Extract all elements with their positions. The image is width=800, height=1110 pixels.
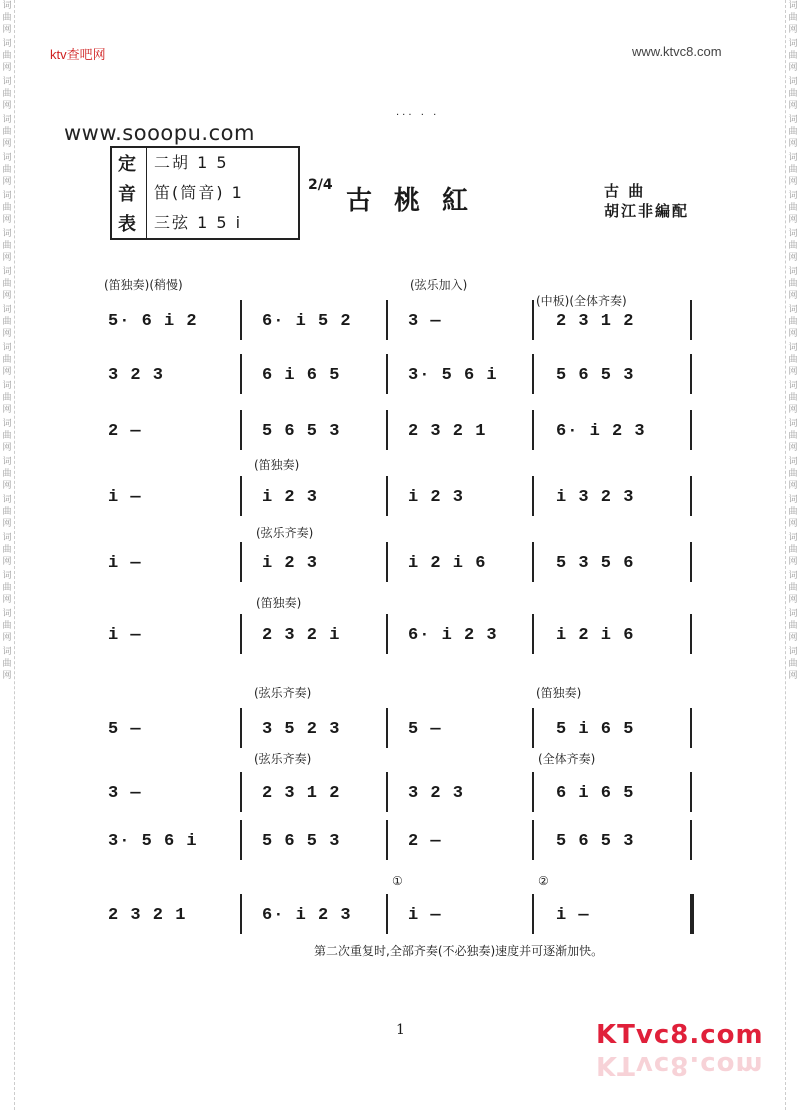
score-measure: 6· i 2 3 [556,422,646,441]
side-glyph: 词 曲 网 [2,229,12,263]
performance-marker: ① [392,874,403,888]
score-measure: 2 3 1 2 [262,784,341,803]
barline [240,772,242,812]
side-glyph: 词 曲 网 [2,381,12,415]
performance-marker: (弦乐加入) [410,278,468,292]
score-measure: 3 5 2 3 [262,720,341,739]
tuning-row [112,210,298,240]
side-glyph: 词 曲 网 [2,533,12,567]
logo-reflection: KTvc8.com [596,1050,764,1080]
tuning-row [112,150,298,180]
score-measure: i 3 2 3 [556,488,635,507]
score-measure: 5 — [108,720,142,739]
side-glyph: 词 曲 网 [2,571,12,605]
tuning-value: 二胡 1 5 [154,153,229,172]
score-measure: i — [408,906,442,925]
barline [532,542,534,582]
barline [532,772,534,812]
barline [386,300,388,340]
score-measure: 5 3 5 6 [556,554,635,573]
top-dots: ··· · · [396,110,440,121]
barline [532,410,534,450]
barline [690,820,692,860]
score-measure: 2 3 2 i [262,626,341,645]
score-measure: i 2 3 [262,554,319,573]
barline [240,820,242,860]
side-glyph: 词 曲 网 [2,191,12,225]
score-measure: i — [556,906,590,925]
score-measure: i — [108,554,142,573]
side-glyph: 词 曲 网 [2,115,12,149]
side-glyph: 词 曲 网 [788,457,798,491]
barline [532,708,534,748]
watermark-top-left[interactable]: ktv查吧网 [50,47,106,62]
barline [532,354,534,394]
right-margin-strip [785,0,800,1110]
score-measure: 2 3 2 1 [108,906,187,925]
side-glyph: 词 曲 网 [788,229,798,263]
side-glyph: 词 曲 网 [2,153,12,187]
side-glyph: 词 曲 网 [788,267,798,301]
side-glyph: 词 曲 网 [2,77,12,111]
side-glyph: 词 曲 网 [788,191,798,225]
barline [532,614,534,654]
side-glyph: 词 曲 网 [2,609,12,643]
score-measure: 6· i 2 3 [262,906,352,925]
score-measure: 5 6 5 3 [556,366,635,385]
performance-marker: (笛独奏) [254,458,300,472]
tuning-table [110,146,300,240]
score-measure: 5 6 5 3 [262,832,341,851]
side-glyph: 词 曲 网 [2,495,12,529]
side-glyph: 词 曲 网 [2,1,12,35]
barline [386,894,388,934]
barline [240,354,242,394]
side-glyph: 词 曲 网 [788,647,798,681]
side-glyph: 词 曲 网 [2,647,12,681]
barline [240,300,242,340]
score-measure: 2 3 1 2 [556,312,635,331]
barline [532,300,534,340]
barline [532,894,534,934]
performance-marker: (笛独奏)(稍慢) [104,278,183,292]
score-measure: 3 — [408,312,442,331]
side-glyph: 词 曲 网 [788,495,798,529]
barline [532,820,534,860]
barline [690,894,694,934]
tuning-label: 定 [118,154,136,175]
barline [386,542,388,582]
side-glyph: 词 曲 网 [2,305,12,339]
tuning-row [112,180,298,210]
side-glyph: 词 曲 网 [788,419,798,453]
barline [690,354,692,394]
score-measure: 3 2 3 [408,784,465,803]
side-glyph: 词 曲 网 [2,343,12,377]
barline [386,354,388,394]
score-measure: i 2 i 6 [556,626,635,645]
side-glyph: 词 曲 网 [788,153,798,187]
score-measure: 6 i 6 5 [556,784,635,803]
barline [690,300,692,340]
page-number: 1 [396,1022,405,1038]
score-measure: 2 — [408,832,442,851]
barline [386,820,388,860]
watermark-site[interactable]: www.sooopu.com [64,121,255,145]
score-measure: 5 — [408,720,442,739]
side-glyph: 词 曲 网 [788,39,798,73]
score-measure: 2 3 2 1 [408,422,487,441]
side-glyph: 词 曲 网 [788,571,798,605]
credit-line-1: 古 曲 [604,182,646,200]
side-glyph: 词 曲 网 [788,115,798,149]
score-measure: i 2 3 [262,488,319,507]
time-signature: 2/4 [308,177,333,193]
barline [386,410,388,450]
page-title: 古桃紅 [346,186,491,216]
barline [690,708,692,748]
tuning-value: 笛(筒音) 1 [154,183,244,202]
score-measure: i — [108,626,142,645]
score-measure: 5 6 5 3 [262,422,341,441]
left-margin-strip [0,0,15,1110]
score-measure: 5· 6 i 2 [108,312,198,331]
barline [240,894,242,934]
side-glyph: 词 曲 网 [2,39,12,73]
barline [240,410,242,450]
side-glyph: 词 曲 网 [788,305,798,339]
side-glyph: 词 曲 网 [788,77,798,111]
performance-marker: (中板)(全体齐奏) [536,294,627,308]
score-measure: i 2 3 [408,488,465,507]
side-glyph: 词 曲 网 [788,381,798,415]
score-measure: 3 2 3 [108,366,165,385]
performance-marker: (弦乐齐奏) [254,752,312,766]
barline [690,772,692,812]
barline [386,708,388,748]
barline [690,614,692,654]
score-measure: 3· 5 6 i [108,832,198,851]
score-measure: 3 — [108,784,142,803]
footnote: 第二次重复时,全部齐奏(不必独奏)速度并可逐渐加快。 [314,944,604,958]
score-measure: 5 6 5 3 [556,832,635,851]
performance-marker: (笛独奏) [256,596,302,610]
score-measure: 6· i 5 2 [262,312,352,331]
barline [240,614,242,654]
side-glyph: 词 曲 网 [2,267,12,301]
score-measure: i — [108,488,142,507]
side-glyph: 词 曲 网 [788,533,798,567]
score-measure: 6 i 6 5 [262,366,341,385]
credit-line-2: 胡江非編配 [604,202,690,220]
barline [532,476,534,516]
side-glyph: 词 曲 网 [788,1,798,35]
barline [240,708,242,748]
barline [690,410,692,450]
score-measure: 2 — [108,422,142,441]
score-measure: i 2 i 6 [408,554,487,573]
performance-marker: (弦乐齐奏) [254,686,312,700]
barline [240,476,242,516]
performance-marker: ② [538,874,549,888]
side-glyph: 词 曲 网 [2,457,12,491]
tuning-label: 音 [118,184,136,205]
performance-marker: (弦乐齐奏) [256,526,314,540]
side-glyph: 词 曲 网 [788,609,798,643]
barline [690,542,692,582]
watermark-top-right[interactable]: www.ktvc8.com [632,44,722,59]
barline [386,772,388,812]
side-glyph: 词 曲 网 [788,343,798,377]
score-measure: 3· 5 6 i [408,366,498,385]
performance-marker: (笛独奏) [536,686,582,700]
barline [240,542,242,582]
tuning-label: 表 [118,214,136,235]
score-measure: 6· i 2 3 [408,626,498,645]
logo[interactable]: KTvc8.com [596,1020,764,1050]
barline [690,476,692,516]
tuning-value: 三弦 1 5 i [154,213,243,232]
barline [386,614,388,654]
performance-marker: (全体齐奏) [538,752,596,766]
side-glyph: 词 曲 网 [2,419,12,453]
score-measure: 5 i 6 5 [556,720,635,739]
barline [386,476,388,516]
